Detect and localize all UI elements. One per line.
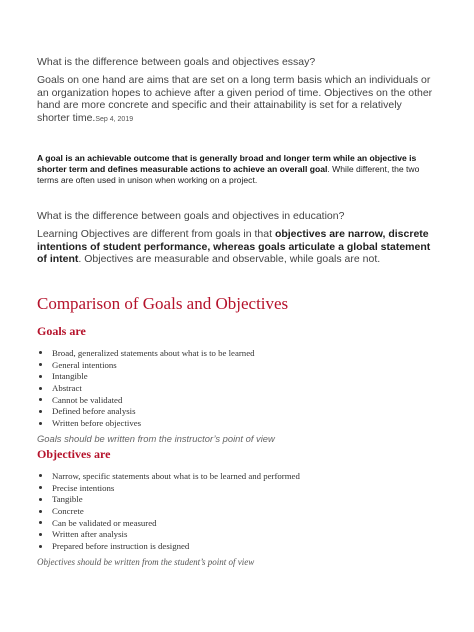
goals-list-item-text: General intentions [52,359,117,370]
objectives-note: Objectives should be written from the student’s point of view [37,557,255,567]
bullet-icon [39,498,42,501]
definition-paragraph [37,153,437,186]
definition-rest-text: . While different, the two terms are often used in unison when working on a project. [37,164,420,185]
education-paragraph [37,228,442,266]
bullet-icon [39,486,42,489]
objectives-heading: Objectives are [37,447,111,461]
definition-bold-text: A goal is an achievable outcome that is generally broad and longer term while an objective is shorter term and defines measurable actions to achieve an overall goal [37,153,417,174]
objectives-list-item-text: Concrete [52,506,84,517]
education-bold-text: objectives are narrow, discrete intentions of student performance, whereas goals articulate a global statement of intent [37,228,431,265]
goals-note: Goals should be written from the instructor’s point of view [37,433,275,444]
objectives-list-item-text: Prepared before instruction is designed [52,541,190,552]
goals-list-item [37,360,255,372]
bullet-icon [39,410,42,413]
bullet-icon [39,545,42,548]
objectives-list-item [37,541,300,553]
objectives-list-item [37,506,300,518]
objectives-list-item-text: Can be validated or measured [52,517,157,528]
objectives-list-item-text: Narrow, specific statements about what is to be learned and performed [52,471,300,481]
objectives-list-item-text: Written after analysis [52,529,128,540]
objectives-list-item [37,494,300,506]
bullet-icon [39,533,42,536]
question-essay: What is the difference between goals and objectives essay? [37,56,316,68]
bullet-icon [39,387,42,390]
bullet-icon [39,474,42,477]
answer-text: Goals on one hand are aims that are set on a long term basis which an individuals or an organization hopes to achieve after a given period of time. Objectives on the other hand are more concrete and specific and their attainability is set for a relatively shorter time. [37,74,433,124]
answer-paragraph [37,74,437,126]
objectives-list [37,471,300,553]
bullet-icon [39,521,42,524]
goals-list-item [37,395,255,407]
bullet-icon [39,398,42,401]
bullet-icon [39,363,42,366]
goals-list-item [37,383,255,395]
education-text-after: . Objectives are measurable and observable, while goals are not. [78,253,381,265]
goals-list-item [37,371,255,383]
objectives-list-item [37,471,300,483]
bullet-icon [39,375,42,378]
objectives-list-item-text: Precise intentions [52,482,115,493]
objectives-list-item-text: Tangible [52,494,83,505]
answer-date: Sep 4, 2019 [95,115,134,123]
goals-list-item-text: Defined before analysis [52,406,136,417]
goals-list-item [37,348,255,360]
goals-list-item-text: Abstract [52,383,82,394]
objectives-list-item [37,483,300,495]
goals-list-item [37,406,255,418]
goals-list-item-text: Cannot be validated [52,394,123,405]
comparison-heading: Comparison of Goals and Objectives [37,294,289,313]
objectives-list-item [37,518,300,530]
bullet-icon [39,351,42,354]
goals-list-item-text: Written before objectives [52,418,142,429]
goals-list-item [37,418,255,430]
question-education: What is the difference between goals and objectives in education? [37,210,345,222]
goals-list-item-text: Intangible [52,371,88,382]
goals-list-item-text: Broad, generalized statements about what is to be learned [52,348,255,358]
goals-list [37,348,255,430]
bullet-icon [39,510,42,513]
education-text-before: Learning Objectives are different from goals in that [37,228,275,240]
bullet-icon [39,422,42,425]
goals-heading: Goals are [37,324,86,338]
objectives-list-item [37,529,300,541]
